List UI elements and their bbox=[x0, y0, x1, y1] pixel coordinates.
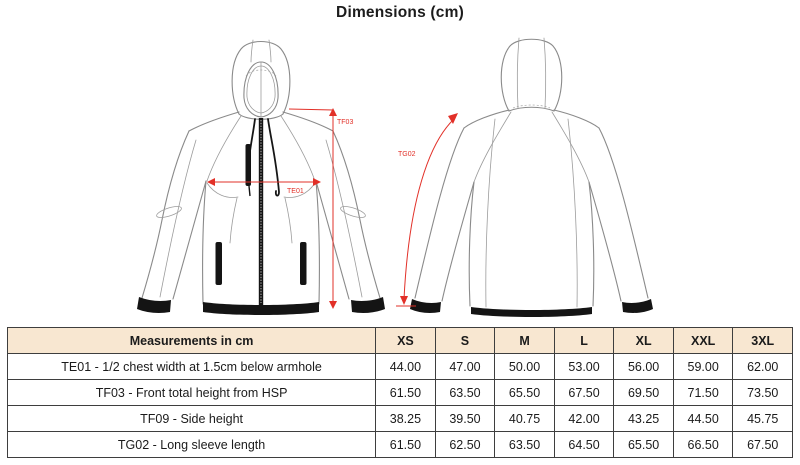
column-header-s: S bbox=[435, 328, 495, 354]
elbow-seam-left bbox=[155, 204, 182, 220]
measurement-value: 61.50 bbox=[376, 380, 436, 406]
tg02-label: TG02 bbox=[398, 151, 416, 158]
measurement-value: 63.50 bbox=[495, 432, 555, 458]
te01-label: TE01 bbox=[287, 188, 304, 195]
measurement-value: 67.50 bbox=[733, 432, 793, 458]
tf03-label: TF03 bbox=[337, 119, 354, 126]
column-header-m: M bbox=[495, 328, 555, 354]
column-header-3xl: 3XL bbox=[733, 328, 793, 354]
measurements-table bbox=[7, 327, 793, 458]
chest-pocket-zip bbox=[246, 144, 252, 186]
hood-drawcord-right bbox=[268, 119, 279, 196]
table-row-te01 bbox=[8, 354, 793, 380]
table-row-tf03 bbox=[8, 380, 793, 406]
column-header-l: L bbox=[554, 328, 614, 354]
measurement-value: 66.50 bbox=[673, 432, 733, 458]
measurement-value: 39.50 bbox=[435, 406, 495, 432]
measurement-value: 45.75 bbox=[733, 406, 793, 432]
front-view-drawing bbox=[137, 40, 385, 315]
measurement-value: 61.50 bbox=[376, 432, 436, 458]
column-header-xl: XL bbox=[614, 328, 674, 354]
front-cuff-right bbox=[351, 297, 385, 313]
front-cuff-left bbox=[137, 297, 171, 313]
table-header-row bbox=[8, 328, 793, 354]
measurement-label: TF03 - Front total height from HSP bbox=[8, 380, 376, 406]
measurement-value: 73.50 bbox=[733, 380, 793, 406]
measurement-value: 56.00 bbox=[614, 354, 674, 380]
measurement-value: 71.50 bbox=[673, 380, 733, 406]
measurement-value: 44.00 bbox=[376, 354, 436, 380]
measurement-label: TE01 - 1/2 chest width at 1.5cm below armhole bbox=[8, 354, 376, 380]
measurement-value: 63.50 bbox=[435, 380, 495, 406]
elbow-seam-right bbox=[339, 204, 366, 220]
measurement-value: 42.00 bbox=[554, 406, 614, 432]
measurement-value: 47.00 bbox=[435, 354, 495, 380]
side-pocket-zip-left bbox=[216, 242, 223, 285]
te01-measurement-arrow bbox=[207, 178, 321, 195]
column-header-xxl: XXL bbox=[673, 328, 733, 354]
back-cuff-right bbox=[622, 299, 653, 313]
measurement-value: 53.00 bbox=[554, 354, 614, 380]
measurement-value: 43.25 bbox=[614, 406, 674, 432]
measurement-value: 59.00 bbox=[673, 354, 733, 380]
measurement-value: 38.25 bbox=[376, 406, 436, 432]
back-hem-band bbox=[471, 307, 592, 317]
measurement-value: 69.50 bbox=[614, 380, 674, 406]
measurement-value: 50.00 bbox=[495, 354, 555, 380]
back-view-drawing bbox=[396, 38, 653, 317]
measurement-value: 65.50 bbox=[495, 380, 555, 406]
column-header-xs: XS bbox=[376, 328, 436, 354]
table-row-tf09 bbox=[8, 406, 793, 432]
measurement-value: 64.50 bbox=[554, 432, 614, 458]
page-title: Dimensions (cm) bbox=[336, 4, 464, 21]
measurement-value: 65.50 bbox=[614, 432, 674, 458]
measurement-value: 62.00 bbox=[733, 354, 793, 380]
column-header-measurements: Measurements in cm bbox=[8, 328, 376, 354]
side-pocket-zip-right bbox=[300, 242, 307, 285]
measurement-value: 40.75 bbox=[495, 406, 555, 432]
tg02-measurement-arrow bbox=[396, 113, 458, 306]
table-row-tg02 bbox=[8, 432, 793, 458]
measurement-value: 62.50 bbox=[435, 432, 495, 458]
measurement-label: TF09 - Side height bbox=[8, 406, 376, 432]
measurement-value: 44.50 bbox=[673, 406, 733, 432]
measurement-value: 67.50 bbox=[554, 380, 614, 406]
measurement-label: TG02 - Long sleeve length bbox=[8, 432, 376, 458]
